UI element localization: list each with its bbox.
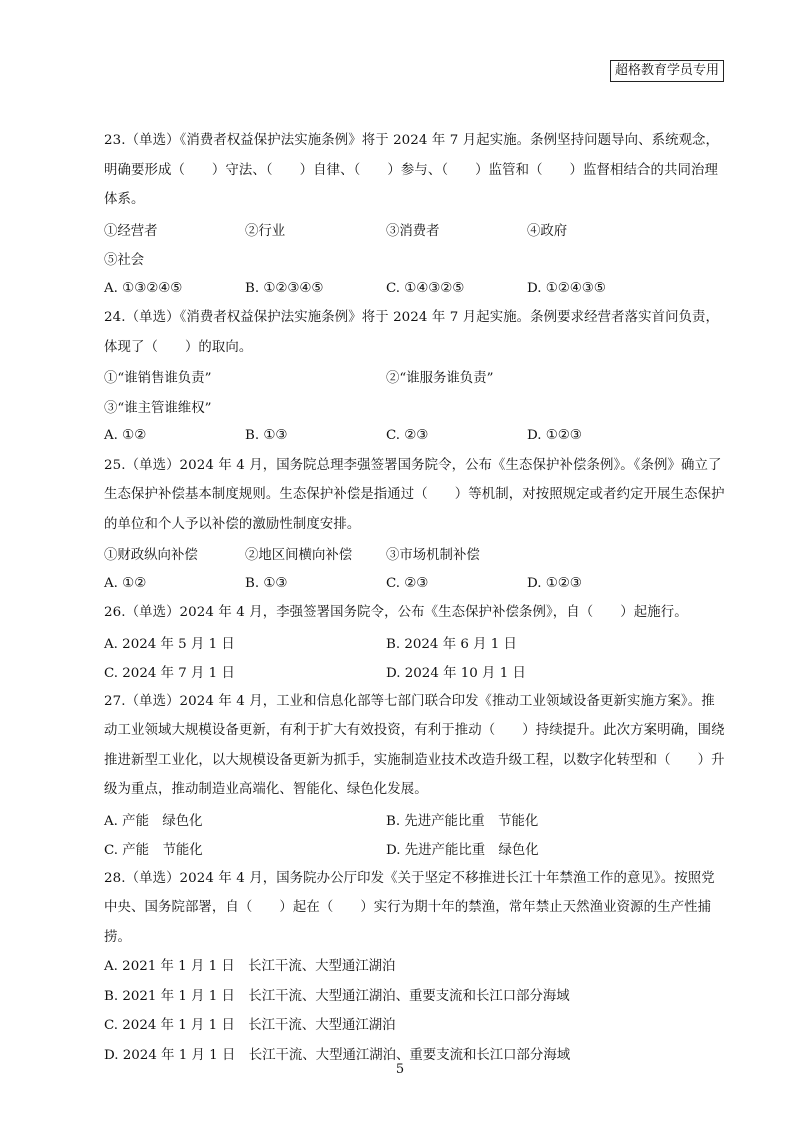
option-c: C. ②③: [386, 428, 429, 444]
answer-options: [104, 274, 726, 304]
page-number: 5: [395, 1062, 405, 1077]
list-item: ④政府: [527, 223, 568, 239]
option-a: A. 2021 年 1 月 1 日 长江干流、大型通江湖泊: [104, 959, 396, 974]
option-d: D. 2024 年 10 月 1 日: [386, 666, 526, 682]
option-d: D. ①②④③⑤: [527, 280, 606, 296]
option-a: A. 2024 年 5 月 1 日: [104, 636, 235, 652]
option-b: B. ①②③④⑤: [245, 280, 324, 296]
option-c: C. ②③: [386, 575, 429, 591]
question-26: [104, 598, 726, 687]
option-c: C. 2024 年 1 月 1 日 长江干流、大型通江湖泊: [104, 1018, 396, 1033]
list-item: ①经营者: [104, 223, 158, 239]
question-text: 23.（单选）《消费者权益保护法实施条例》将于 2024 年 7 月起实施。条例坚持问题导向、系统观念，明确要形成（ ）守法、（ ）自律、（ ）参与、（ ）监管和（ ）监督相结合的共同治理体系。: [104, 133, 720, 207]
question-text: 24.（单选）《消费者权益保护法实施条例》将于 2024 年 7 月起实施。条例要求经营者落实首问负责，体现了（ ）的取向。: [104, 310, 720, 355]
answer-options: [104, 805, 726, 835]
question-text: 25.（单选）2024 年 4 月，国务院总理李强签署国务院令，公布《生态保护补偿条例》。《条例》确立了生态保护补偿基本制度规则。生态保护补偿是指通过（ ）等机制，对按照规定或者约定开展生态保护的单位和个人予以补偿的激励性制度安排。: [104, 457, 725, 532]
option-c: C. ①④③②⑤: [386, 280, 465, 296]
option-a: A. ①②: [104, 575, 147, 591]
option-b: B. ①③: [245, 575, 288, 591]
item-row: [104, 215, 726, 245]
question-24: [104, 303, 726, 451]
option-a: A. ①③②④⑤: [104, 280, 183, 296]
list-item: ②地区间横向补偿: [245, 548, 353, 564]
list-item: ①财政纵向补偿: [104, 548, 198, 564]
list-item: ②行业: [245, 223, 286, 239]
answer-options: [104, 628, 726, 658]
option-b: B. 2024 年 6 月 1 日: [386, 636, 517, 652]
list-item: ②“谁服务谁负责”: [386, 371, 494, 387]
option-d: D. 先进产能比重 绿色化: [386, 843, 539, 859]
answer-options: [104, 657, 726, 687]
question-23: [104, 126, 726, 303]
option-c: C. 2024 年 7 月 1 日: [104, 666, 235, 682]
list-item: ③市场机制补偿: [386, 548, 480, 564]
item-row: [104, 362, 726, 392]
option-a: A. 产能 绿色化: [104, 813, 203, 829]
question-28: [104, 864, 726, 1071]
list-item: ③“谁主管谁维权”: [104, 400, 212, 416]
item-row: [104, 244, 726, 274]
question-text: 27.（单选）2024 年 4 月，工业和信息化部等七部门联合印发《推动工业领域设备更新实施方案》。推动工业领域大规模设备更新，有利于扩大有效投资，有利于推动（ ）持续提升。此次方案明确，围绕推进新型工业化，以大规模设备更新为抓手，实施制造业技术改造升级工程，以数字化转型和（ ）升级为重点，推动制造业高端化、智能化、绿色化发展。: [104, 693, 725, 797]
option-b: B. ①③: [245, 428, 288, 444]
option-d: D. 2024 年 1 月 1 日 长江干流、大型通江湖泊、重要支流和长江口部分海域: [104, 1047, 571, 1063]
list-item: ③消费者: [386, 223, 440, 239]
answer-options: [104, 421, 726, 451]
option-b: B. 2021 年 1 月 1 日 长江干流、大型通江湖泊、重要支流和长江口部分海域: [104, 988, 570, 1004]
header-label: 超格教育学员专用: [610, 60, 724, 82]
answer-options: [104, 834, 726, 864]
option-d: D. ①②③: [527, 575, 582, 591]
question-25: [104, 451, 726, 599]
option-d: D. ①②③: [527, 428, 582, 444]
question-list: [104, 126, 726, 1070]
question-text: 26.（单选）2024 年 4 月，李强签署国务院令，公布《生态保护补偿条例》，自（ ）起施行。: [104, 605, 688, 620]
list-item: ⑤社会: [104, 253, 145, 269]
option-c: C. 产能 节能化: [104, 843, 203, 859]
option-a: A. ①②: [104, 428, 147, 444]
option-b: B. 先进产能比重 节能化: [386, 813, 539, 829]
list-item: ①“谁销售谁负责”: [104, 371, 212, 387]
question-text: 28.（单选）2024 年 4 月，国务院办公厅印发《关于坚定不移推进长江十年禁渔工作的意见》。按照党中央、国务院部署，自（ ）起在（ ）实行为期十年的禁渔，常年禁止天然渔业资源的生产性捕捞。: [104, 870, 715, 945]
answer-options: [104, 569, 726, 599]
item-row: [104, 392, 726, 422]
item-row: [104, 539, 726, 569]
question-27: [104, 687, 726, 864]
